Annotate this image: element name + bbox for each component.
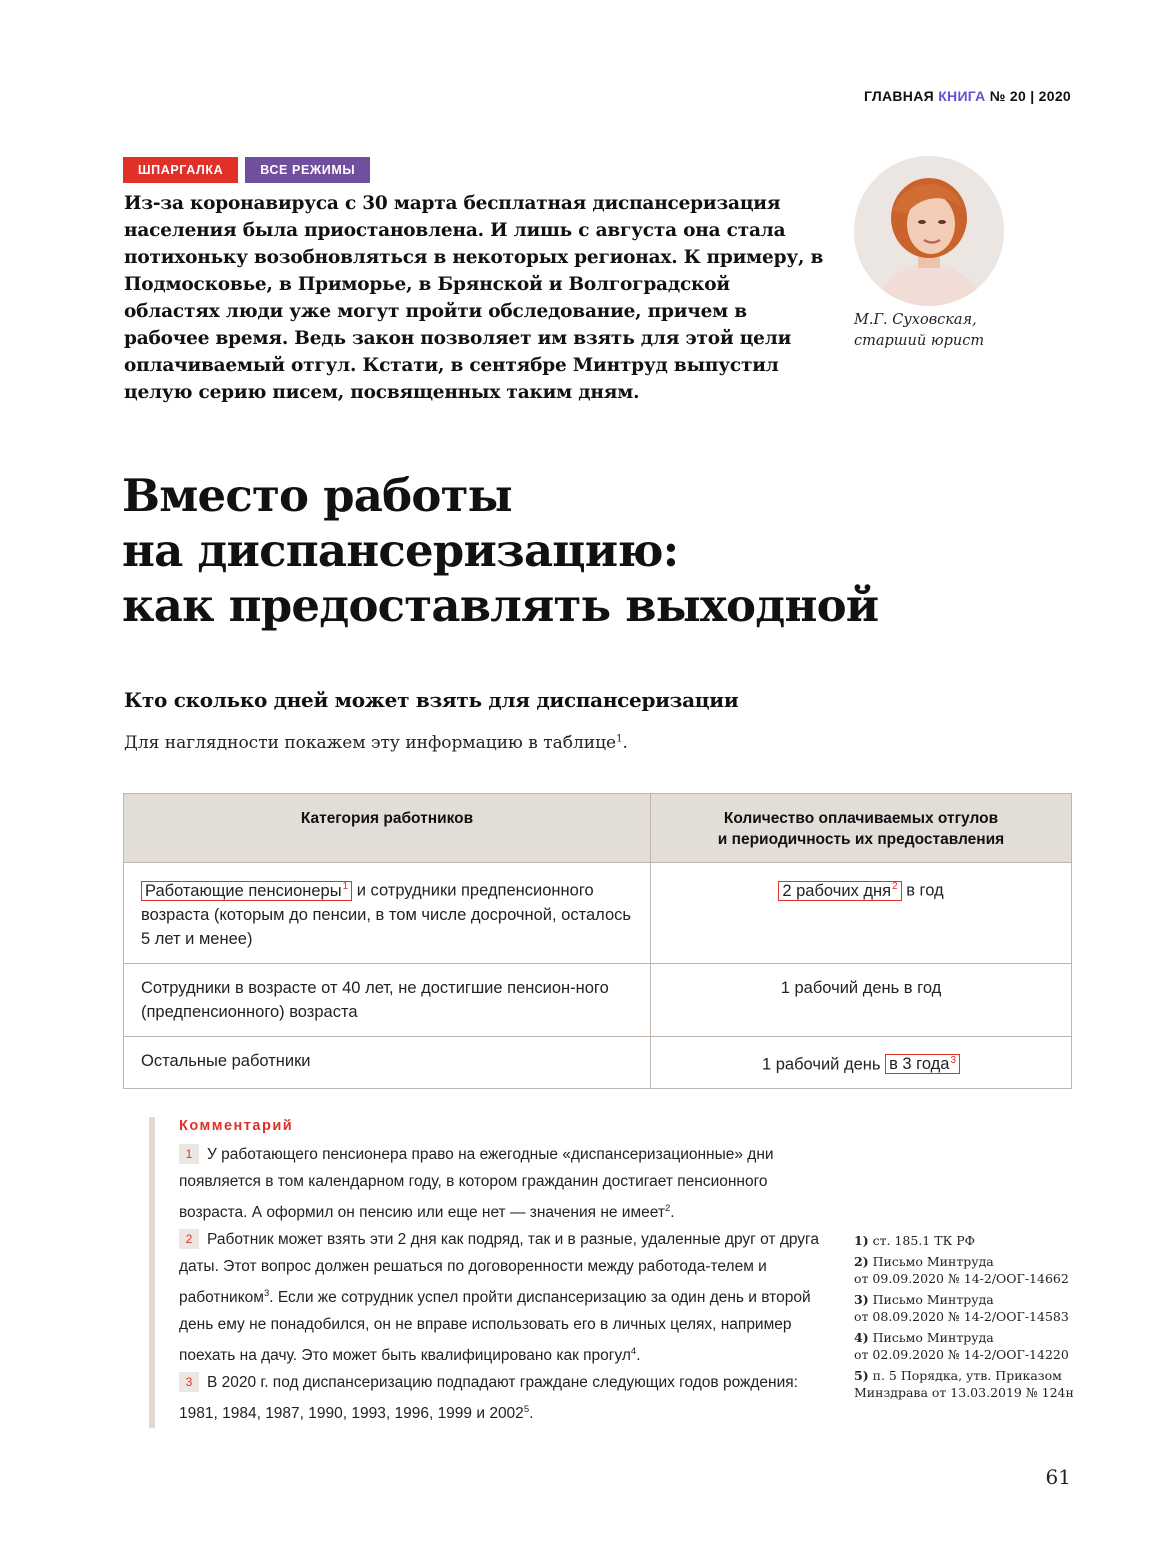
lead-paragraph: Из-за коронавируса с 30 марта бесплатная диспансеризация населения была приостановлена. И лишь с августа она стала потихоньку возобновляться в некоторых регионах. К примеру, в Подмосковье, в Приморье, в Брянской и Волгоградской областях люди уже могут пройти обследование, причем в рабочее время. Ведь закон позволяет им взять для этой цели оплачиваемый отгул. Кстати, в сентябре Минтруд выпустил целую серию писем, посвященных таким дням. xyxy=(124,193,824,403)
row-1-mark: 1 xyxy=(342,881,349,892)
row-3-days-mark: 3 xyxy=(950,1054,957,1066)
intro-text: Для наглядности покажем эту информацию в таблице xyxy=(124,733,617,753)
header-category: Категория работников xyxy=(124,794,651,863)
comment-3-end: . xyxy=(529,1405,534,1423)
comment-2-text: Работник может взять эти 2 дня как подряд, так и в разные, удаленные друг от друга даты. Этот вопрос должен решаться по договоренности между работода-телем и работником xyxy=(179,1231,819,1307)
footnote-line: от 02.09.2020 № 14-2/ООГ-14220 xyxy=(854,1347,1069,1362)
footnote-number: 5) xyxy=(854,1368,869,1383)
footnote-line: от 09.09.2020 № 14-2/ООГ-14662 xyxy=(854,1271,1069,1286)
comment-number: 2 xyxy=(179,1229,199,1249)
footnote xyxy=(854,1329,1084,1363)
footnote-line: ст. 185.1 ТК РФ xyxy=(872,1233,976,1248)
footnote-line: Письмо Минтруда xyxy=(872,1254,994,1269)
comment-block xyxy=(149,1117,839,1428)
comment-number: 1 xyxy=(179,1144,199,1164)
footnote-line: Письмо Минтруда xyxy=(872,1330,994,1345)
row-3-category: Остальные работники xyxy=(124,1036,651,1089)
footnote xyxy=(854,1232,1084,1249)
comment-1-text: У работающего пенсионера право на ежегодные «диспансеризационные» дни появляется в том календарном году, в котором гражданин достигает пенсионного возраста. А оформил он пенсию или еще нет — значения не имеет xyxy=(179,1146,774,1222)
footnote-number: 3) xyxy=(854,1292,869,1307)
section-subheading: Кто сколько дней может взять для диспансеризации xyxy=(124,688,739,712)
header-days-line-2: и периодичность их предоставления xyxy=(717,831,1005,848)
highlight-box xyxy=(885,1054,960,1074)
footnote xyxy=(854,1367,1084,1401)
row-1-category-rest: и сотрудники предпенсионного возраста (которым до пенсии, в том числе досрочной, осталось 5 лет и менее) xyxy=(141,881,631,948)
author-name: М.Г. Суховская, xyxy=(854,312,977,328)
footnote-line: Минздрава от 13.03.2019 № 124н xyxy=(854,1385,1074,1400)
row-3-days xyxy=(651,1036,1072,1089)
author-role: старший юрист xyxy=(854,333,985,349)
footnote-line: Письмо Минтруда xyxy=(872,1292,994,1307)
footnote-number: 2) xyxy=(854,1254,869,1269)
header-days xyxy=(651,794,1072,863)
article-title xyxy=(122,468,1022,633)
intro-footnote-mark: 1 xyxy=(616,733,623,745)
comment-item xyxy=(179,1369,839,1427)
title-line-2: на диспансеризацию: xyxy=(122,524,679,577)
title-line-1: Вместо работы xyxy=(122,469,512,522)
tag-all-regimes: ВСЕ РЕЖИМЫ xyxy=(245,157,370,183)
header-days-line-1: Количество оплачиваемых отгулов xyxy=(723,810,999,827)
comment-2-end: . xyxy=(636,1347,641,1365)
row-3-days-pre: 1 рабочий день xyxy=(761,1055,886,1073)
tag-cheatsheet: ШПАРГАЛКА xyxy=(123,157,238,183)
table-row xyxy=(124,963,1072,1036)
row-1-category xyxy=(124,863,651,964)
footnote-line: п. 5 Порядка, утв. Приказом xyxy=(872,1368,1062,1383)
highlight-box xyxy=(141,881,352,901)
row-1-days-post: в год xyxy=(901,881,944,900)
comment-heading: Комментарий xyxy=(179,1118,294,1134)
row-3-days-highlight: в 3 года xyxy=(889,1055,950,1073)
footnote-number: 1) xyxy=(854,1233,869,1248)
table-header-row xyxy=(124,794,1072,863)
footnote-number: 4) xyxy=(854,1330,869,1345)
row-1-days xyxy=(651,863,1072,964)
comment-3-text: В 2020 г. под диспансеризацию подпадают граждане следующих годов рождения: 1981, 1984, 1987, 1990, 1993, 1996, 1999 и 2002 xyxy=(179,1374,798,1423)
table-row xyxy=(124,863,1072,964)
comment-3-sup: 5 xyxy=(523,1404,530,1416)
intro-paragraph xyxy=(124,733,628,753)
author-portrait-icon xyxy=(854,156,1004,306)
comment-2-sup2: 4 xyxy=(630,1346,637,1358)
table-row xyxy=(124,1036,1072,1089)
row-2-category: Сотрудники в возрасте от 40 лет, не достигшие пенсион-ного (предпенсионного) возраста xyxy=(124,963,651,1036)
footnote xyxy=(854,1291,1084,1325)
comment-1-sup: 2 xyxy=(664,1203,671,1214)
highlight-box xyxy=(778,881,901,901)
row-1-days-mark: 2 xyxy=(892,881,898,892)
row-1-days-highlight: 2 рабочих дня xyxy=(782,881,892,900)
comment-item xyxy=(179,1141,839,1226)
masthead-brand-2: КНИГА xyxy=(938,88,986,104)
comment-1-end: . xyxy=(670,1204,675,1222)
comment-2-sup: 3 xyxy=(263,1288,270,1300)
row-1-highlight-text: Работающие пенсионеры xyxy=(145,881,342,900)
footnotes xyxy=(854,1232,1084,1405)
masthead-issue: № 20 | 2020 xyxy=(989,88,1071,104)
comment-item xyxy=(179,1226,839,1369)
footnote-line: от 08.09.2020 № 14-2/ООГ-14583 xyxy=(854,1309,1069,1324)
row-2-days: 1 рабочий день в год xyxy=(651,963,1072,1036)
author-caption xyxy=(854,310,984,352)
masthead xyxy=(864,88,1071,104)
masthead-brand-1: ГЛАВНАЯ xyxy=(863,88,934,104)
intro-end: . xyxy=(622,733,628,753)
title-line-3: как предоставлять выходной xyxy=(122,579,879,632)
page-number: 61 xyxy=(1045,1465,1071,1489)
days-table xyxy=(123,793,1072,1089)
rubric-tags xyxy=(123,157,370,183)
author-photo xyxy=(854,156,1004,306)
footnote xyxy=(854,1253,1084,1287)
comment-number: 3 xyxy=(179,1372,199,1392)
comment-2-mid: . Если же сотрудник успел пройти диспансеризацию за один день и второй день ему не понадобился, он не вправе использовать его в личных целях, например поехать на дачу. Это может быть квалифицировано как прогул xyxy=(179,1289,811,1365)
